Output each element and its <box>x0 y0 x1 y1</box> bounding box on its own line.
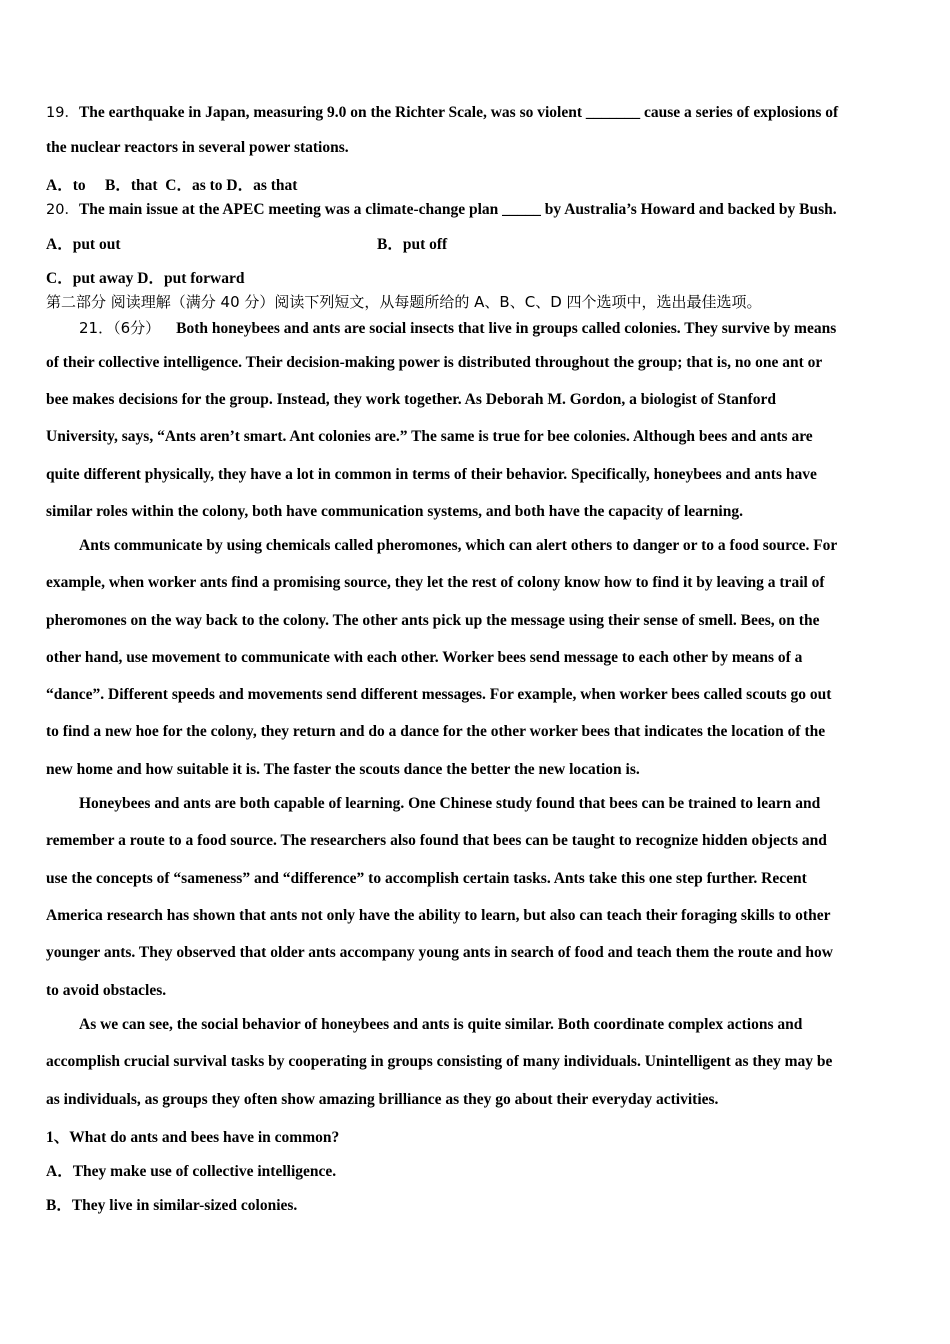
question1-stem: 1、What do ants and bees have in common? <box>46 1129 340 1146</box>
passage-p1-line4: University, says, “Ants aren’t smart. Ant colonies are.” The same is true for bee colonies. Although bees and ants are <box>46 428 813 445</box>
q20-options-cd: C．put away D．put forward <box>46 270 245 287</box>
passage-p3-line3: use the concepts of “sameness” and “difference” to accomplish certain tasks. Ants take this one step further. Recent <box>46 870 807 887</box>
passage-p1-line3: bee makes decisions for the group. Instead, they work together. As Deborah M. Gordon, a biologist of Stanford <box>46 391 776 408</box>
q21-label: 21．（6分） <box>79 319 161 337</box>
passage-p2-line6: to find a new hoe for the colony, they return and do a dance for the other worker bees that indicates the location of the <box>46 723 826 740</box>
q20-number: 20． <box>46 202 79 218</box>
passage-p3-line4: America research has shown that ants not only have the ability to learn, but also can teach their foraging skills to other <box>46 907 831 924</box>
question1-option-b: B．They live in similar-sized colonies. <box>46 1197 298 1214</box>
passage-p1-line2: of their collective intelligence. Their decision-making power is distributed throughout the group; that is, no one ant or <box>46 354 823 371</box>
passage-p2-line5: “dance”. Different speeds and movements send different messages. For example, when worker bees called scouts go out <box>46 686 832 703</box>
passage-p2-line1: Ants communicate by using chemicals called pheromones, which can alert others to danger or to a food source. For <box>79 537 838 554</box>
q19-stem-line2: the nuclear reactors in several power stations. <box>46 139 349 156</box>
q20-options-ab <box>46 232 746 254</box>
passage-p2-line3: pheromones on the way back to the colony. The other ants pick up the message using their sense of smell. Bees, on the <box>46 612 820 629</box>
passage-p1-text: Both honeybees and ants are social insects that live in groups called colonies. They survive by means <box>176 320 837 337</box>
q19-stem-text: The earthquake in Japan, measuring 9.0 on the Richter Scale, was so violent _______ cause a series of explosions of <box>78 104 839 121</box>
q19-number: 19． <box>46 105 79 121</box>
passage-p4-line2: accomplish crucial survival tasks by cooperating in groups consisting of many individuals. Unintelligent as they may be <box>46 1053 833 1070</box>
q20-option-b: B．put off <box>377 236 448 253</box>
q20-stem <box>46 198 837 219</box>
passage-p4-line1: As we can see, the social behavior of honeybees and ants is quite similar. Both coordinate complex actions and <box>79 1016 803 1033</box>
passage-p3-line5: younger ants. They observed that older ants accompany young ants in search of food and teach them the route and how <box>46 944 833 961</box>
q19-options: A．to B．that C．as to D．as that <box>46 177 298 194</box>
passage-p2-line2: example, when worker ants find a promising source, they let the rest of colony know how to find it by leaving a trail of <box>46 574 825 591</box>
q19-stem-line1 <box>46 101 838 122</box>
passage-p3-line6: to avoid obstacles. <box>46 982 167 999</box>
passage-p1-line5: quite different physically, they have a lot in common in terms of their behavior. Specifically, honeybees and ants have <box>46 466 817 483</box>
section-heading: 第二部分 阅读理解（满分 40 分）阅读下列短文，从每题所给的 A、B、C、D 四个选项中，选出最佳选项。 <box>46 293 762 311</box>
passage-p4-line3: as individuals, as groups they often show amazing brilliance as they go about their everyday activities. <box>46 1091 719 1108</box>
passage-p1-line6: similar roles within the colony, both have communication systems, and both have the capacity of learning. <box>46 503 743 520</box>
q20-option-a: A．put out <box>46 236 121 253</box>
q20-stem-text: The main issue at the APEC meeting was a climate-change plan _____ by Australia’s Howard and backed by Bush. <box>78 201 837 218</box>
passage-p3-line2: remember a route to a food source. The researchers also found that bees can be taught to recognize hidden objects and <box>46 832 827 849</box>
passage-p2-line4: other hand, use movement to communicate with each other. Worker bees send message to each other by means of a <box>46 649 803 666</box>
question1-option-a: A．They make use of collective intelligence. <box>46 1163 337 1180</box>
passage-p2-line7: new home and how suitable it is. The faster the scouts dance the better the new location is. <box>46 761 640 778</box>
passage-p3-line1: Honeybees and ants are both capable of learning. One Chinese study found that bees can be trained to learn and <box>79 795 821 812</box>
passage-p1-line1 <box>79 317 836 338</box>
